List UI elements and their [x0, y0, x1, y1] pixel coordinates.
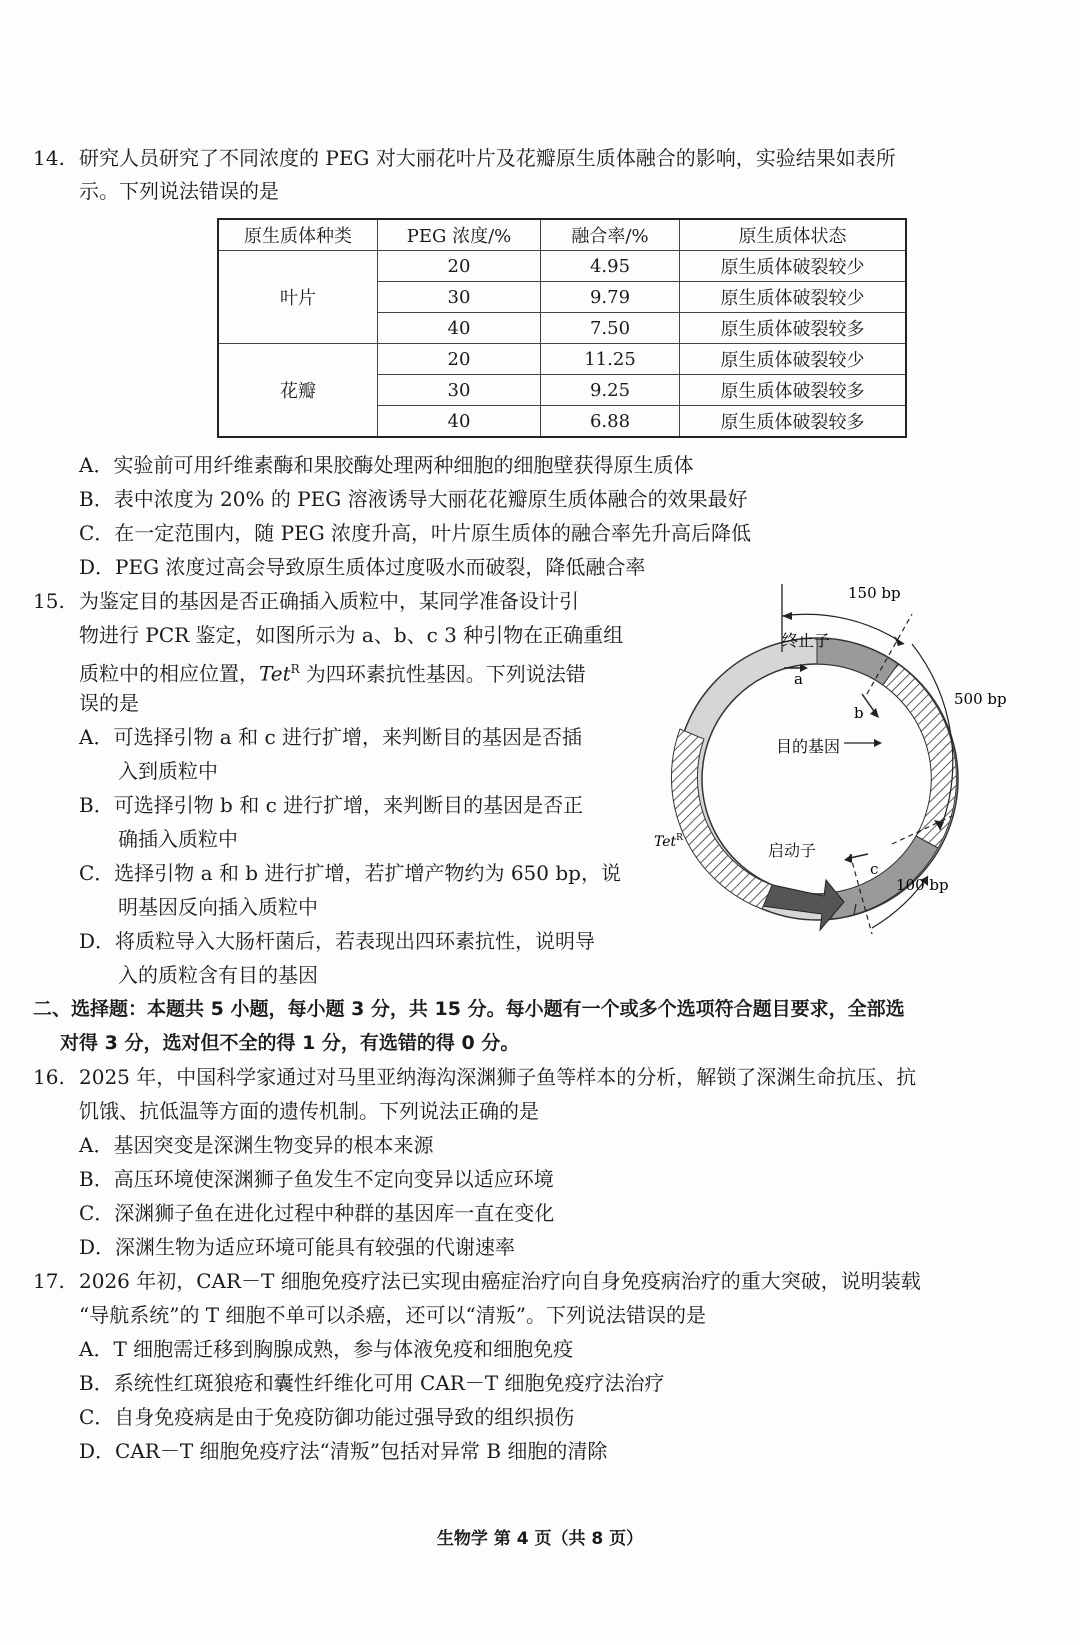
table-cell: 6.88: [541, 406, 680, 438]
table-cell: 40: [378, 406, 541, 438]
label-terminator: 终止子: [782, 631, 831, 650]
label-primer-b: b: [854, 704, 864, 722]
table-row: [218, 344, 906, 375]
table-cell: 原生质体破裂较多: [680, 406, 907, 438]
label-primer-c: c: [870, 860, 879, 878]
table-cell: 30: [378, 282, 541, 313]
q17-option-a: A．T 细胞需迁移到胸腺成熟，参与体液免疫和细胞免疫: [79, 1337, 574, 1361]
q14-option-d: D．PEG 浓度过高会导致原生质体过度吸水而破裂，降低融合率: [79, 555, 646, 579]
table-cell: 40: [378, 313, 541, 344]
label-500bp: 500 bp: [954, 690, 1007, 708]
table-header: 融合率/%: [541, 219, 680, 251]
target-gene-segment: [883, 664, 956, 848]
q14-option-b: B．表中浓度为 20% 的 PEG 溶液诱导大丽花花瓣原生质体融合的效果最好: [79, 487, 748, 511]
table-cell-type: 花瓣: [218, 344, 378, 438]
q15-stem-line4: 误的是: [79, 691, 139, 715]
q15-number: 15.: [33, 589, 65, 613]
table-cell: 20: [378, 251, 541, 282]
q15-option-d-cont: 入的质粒含有目的基因: [118, 963, 318, 987]
q17-stem-line1: 17. 2026 年初，CAR－T 细胞免疫疗法已实现由癌症治疗向自身免疫病治疗的重大突破，说明装载: [33, 1264, 921, 1298]
label-promoter: 启动子: [768, 841, 817, 860]
table-header: 原生质体种类: [218, 219, 378, 251]
tetr-segment: [671, 729, 772, 909]
table-header: 原生质体状态: [680, 219, 907, 251]
q15-stem-line1: 15. 为鉴定目的基因是否正确插入质粒中，某同学准备设计引: [33, 584, 579, 618]
table-row: [218, 251, 906, 282]
q15-option-b: B．可选择引物 b 和 c 进行扩增，来判断目的基因是否正: [79, 793, 584, 817]
table-header-row: [218, 219, 906, 251]
table-cell: 9.79: [541, 282, 680, 313]
q15-option-c-cont: 明基因反向插入质粒中: [118, 895, 318, 919]
q15-option-a-cont: 入到质粒中: [118, 759, 218, 783]
q16-number: 16.: [33, 1065, 65, 1089]
q15-option-a: A．可选择引物 a 和 c 进行扩增，来判断目的基因是否插: [79, 725, 582, 749]
table-cell: 9.25: [541, 375, 680, 406]
table-cell: 原生质体破裂较少: [680, 344, 907, 375]
q16-option-c: C．深渊狮子鱼在进化过程中种群的基因库一直在变化: [79, 1201, 555, 1225]
label-tetr: Tet$^R$: [654, 833, 683, 850]
table-cell: 原生质体破裂较多: [680, 375, 907, 406]
q16-option-b: B．高压环境使深渊狮子鱼发生不定向变异以适应环境: [79, 1167, 554, 1191]
q15-stem-line3: 质粒中的相应位置，Tet$^R$ 为四环素抗性基因。下列说法错: [79, 661, 586, 686]
table-cell: 原生质体破裂较多: [680, 313, 907, 344]
q15-option-b-cont: 确插入质粒中: [118, 827, 238, 851]
label-target-gene: 目的基因: [776, 737, 841, 756]
q16-stem-line2: 饥饿、抗低温等方面的遗传机制。下列说法正确的是: [79, 1099, 539, 1123]
q17-option-c: C．自身免疫病是由于免疫防御功能过强导致的组织损伤: [79, 1405, 575, 1429]
q17-stem-line2: “导航系统”的 T 细胞不单可以杀癌，还可以“清叛”。下列说法错误的是: [79, 1303, 706, 1327]
primer-c-arrowhead: [844, 854, 852, 863]
table-cell: 原生质体破裂较少: [680, 251, 907, 282]
q14-option-c: C．在一定范围内，随 PEG 浓度升高，叶片原生质体的融合率先升高后降低: [79, 521, 752, 545]
table-header: PEG 浓度/%: [378, 219, 541, 251]
label-150bp: 150 bp: [848, 584, 901, 602]
q17-option-b: B．系统性红斑狼疮和囊性纤维化可用 CAR－T 细胞免疫疗法治疗: [79, 1371, 665, 1395]
q17-option-d: D．CAR－T 细胞免疫疗法“清叛”包括对异常 B 细胞的清除: [79, 1439, 608, 1463]
q14-number: 14.: [33, 146, 65, 170]
table-cell: 30: [378, 375, 541, 406]
section2-heading-line1: 二、选择题：本题共 5 小题，每小题 3 分，共 15 分。每小题有一个或多个选项符合题目要求，全部选: [33, 998, 905, 1020]
section2-heading-line2: 对得 3 分，选对但不全的得 1 分，有选错的得 0 分。: [60, 1032, 520, 1054]
page-footer: 生物学 第 4 页（共 8 页）: [436, 1529, 644, 1549]
q17-number: 17.: [33, 1269, 65, 1293]
q14-option-a: A．实验前可用纤维素酶和果胶酶处理两种细胞的细胞壁获得原生质体: [79, 453, 694, 477]
q16-option-a: A．基因突变是深渊生物变异的根本来源: [79, 1133, 434, 1157]
promoter-arrow: [762, 880, 844, 930]
table-cell: 11.25: [541, 344, 680, 375]
q16-stem-line1: 16. 2025 年，中国科学家通过对马里亚纳海沟深渊狮子鱼等样本的分析，解锁了深渊生命抗压、抗: [33, 1060, 916, 1094]
table-cell: 原生质体破裂较少: [680, 282, 907, 313]
table-cell: 20: [378, 344, 541, 375]
target-pointer-head: [874, 739, 882, 747]
table-cell: 7.50: [541, 313, 680, 344]
label-primer-a: a: [794, 670, 803, 688]
q16-option-d: D．深渊生物为适应环境可能具有较强的代谢速率: [79, 1235, 516, 1259]
q14-table: [217, 218, 907, 438]
table-cell: 4.95: [541, 251, 680, 282]
primer-b-arrowhead: [870, 708, 879, 718]
label-100bp: 100 bp: [896, 876, 949, 894]
arrowhead: [782, 612, 792, 620]
q15-option-c: C．选择引物 a 和 b 进行扩增，若扩增产物约为 650 bp，说: [79, 861, 621, 885]
q15-option-d: D．将质粒导入大肠杆菌后，若表现出四环素抗性，说明导: [79, 929, 596, 953]
q14-stem-line1: 14. 研究人员研究了不同浓度的 PEG 对大丽花叶片及花瓣原生质体融合的影响，实验结果如表所: [33, 141, 896, 175]
primer-c-arrow: [850, 854, 868, 858]
table-cell-type: 叶片: [218, 251, 378, 344]
q15-stem-line2: 物进行 PCR 鉴定，如图所示为 a、b、c 3 种引物在正确重组: [79, 623, 624, 647]
plasmid-diagram: [654, 584, 1072, 964]
q14-stem-line2: 示。下列说法错误的是: [79, 179, 279, 203]
